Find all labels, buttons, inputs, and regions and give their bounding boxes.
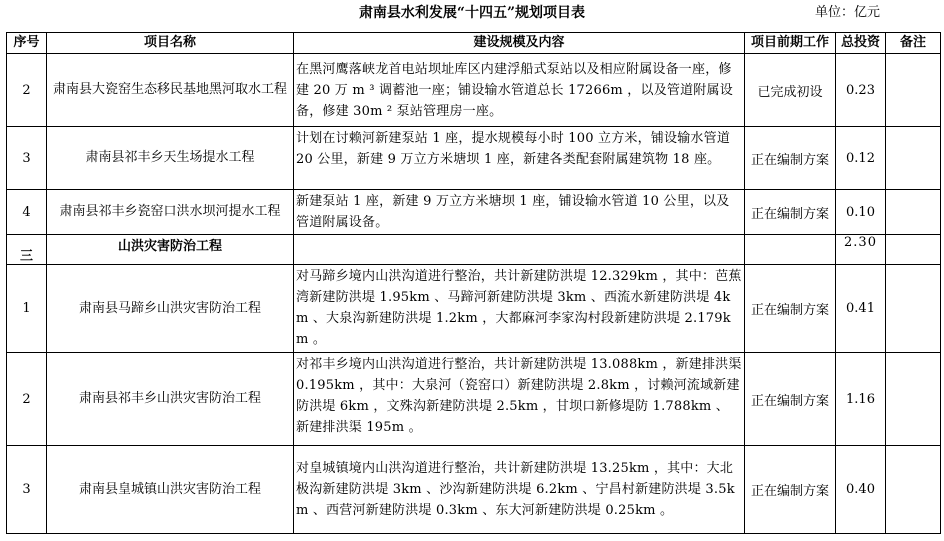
row-no: 4 — [7, 190, 47, 235]
col-header-status: 项目前期工作 — [745, 33, 836, 54]
row-desc: 对皇城镇境内山洪沟道进行整治，共计新建防洪堤 13.25km ，其中：大北极沟新建防洪堤 3km 、沙沟新建防洪堤 6.2km 、宁昌村新建防洪堤 3.5km 、西营河新建防洪堤 0.3km 、东大河新建防洪堤 0.25km 。 — [294, 446, 745, 534]
row-no: 2 — [7, 54, 47, 127]
row-desc: 新建泵站 1 座，新建 9 万立方米塘坝 1 座，铺设输水管道 10 公里，以及管道附属设备。 — [294, 190, 745, 235]
section-desc-empty — [294, 235, 745, 265]
project-table — [6, 32, 941, 534]
section-total: 2.30 — [836, 235, 886, 265]
row-desc — [294, 265, 745, 353]
row-total: 0.41 — [836, 265, 886, 353]
row-status: 正在编制方案 — [745, 127, 836, 190]
row-note — [886, 54, 941, 127]
row-status: 正在编制方案 — [745, 190, 836, 235]
row-status: 正在编制方案 — [745, 353, 836, 446]
row-note — [886, 446, 941, 534]
row-no: 2 — [7, 353, 47, 446]
table-row — [7, 127, 941, 190]
table-row — [7, 446, 941, 534]
section-name: 山洪灾害防治工程 — [47, 235, 294, 265]
row-name: 肃南县祁丰乡天生场提水工程 — [47, 127, 294, 190]
row-name: 肃南县大瓷窑生态移民基地黑河取水工程 — [47, 54, 294, 127]
row-name: 肃南县马蹄乡山洪灾害防治工程 — [47, 265, 294, 353]
section-row — [7, 235, 941, 265]
row-name: 肃南县皇城镇山洪灾害防治工程 — [47, 446, 294, 534]
row-name: 肃南县祁丰乡山洪灾害防治工程 — [47, 353, 294, 446]
col-header-desc: 建设规模及内容 — [294, 33, 745, 54]
row-total: 0.23 — [836, 54, 886, 127]
table-row — [7, 353, 941, 446]
table-row — [7, 265, 941, 353]
row-note — [886, 265, 941, 353]
row-desc: 在黑河鹰落峡龙首电站坝址库区内建浮船式泵站以及相应附属设备一座，修建 20 万 m ³ 调蓄池一座；铺设输水管道总长 17266m ，以及管道附属设备，修建 30m ² 泵站管理房一座。 — [294, 54, 745, 127]
page-title: 肃南县水利发展“十四五”规划项目表 — [358, 5, 586, 21]
table-header-row — [7, 33, 941, 54]
title-bar — [0, 2, 944, 24]
col-header-note: 备注 — [886, 33, 941, 54]
row-note — [886, 190, 941, 235]
table-row — [7, 190, 941, 235]
row-note — [886, 127, 941, 190]
row-status: 正在编制方案 — [745, 446, 836, 534]
row-name: 肃南县祁丰乡瓷窑口洪水坝河提水工程 — [47, 190, 294, 235]
row-desc-text: 计划在讨赖河新建泵站 1 座，提水规模每小时 100 立方米，铺设输水管道 20 公里，新建 9 万立方米塘坝 1 座，新建各类配套附属建筑物 18 座。 — [296, 131, 731, 167]
row-desc-text: 对马蹄乡境内山洪沟道进行整治，共计新建防洪堤 12.329km ，其中：芭蕉湾新建防洪堤 1.95km 、马蹄河新建防洪堤 3km 、西流水新建防洪堤 4km 、大泉沟新建防洪堤 1.2km ，大都麻河李家沟村段新建防洪堤 2.179km 。 — [296, 268, 742, 347]
unit-label: 单位：亿元 — [815, 5, 881, 20]
col-header-total: 总投资 — [836, 33, 886, 54]
section-no: 三 — [7, 235, 47, 265]
row-total: 1.16 — [836, 353, 886, 446]
row-no: 3 — [7, 446, 47, 534]
col-header-name: 项目名称 — [47, 33, 294, 54]
section-note-empty — [886, 235, 941, 265]
row-desc — [294, 353, 745, 446]
table-row — [7, 54, 941, 127]
row-total: 0.40 — [836, 446, 886, 534]
row-no: 1 — [7, 265, 47, 353]
row-total: 0.12 — [836, 127, 886, 190]
section-status-empty — [745, 235, 836, 265]
row-desc-text: 对祁丰乡境内山洪沟道进行整治，共计新建防洪堤 13.088km ，新建排洪渠 0.195km ，其中：大泉河（瓷窑口）新建防洪堤 2.8km ，讨赖河流域新建防洪堤 6km ，文殊沟新建防洪堤 2.5km ，甘坝口新修堤防 1.788km 、新建排洪渠 195m 。 — [296, 357, 742, 435]
row-desc — [294, 127, 745, 190]
row-status: 正在编制方案 — [745, 265, 836, 353]
row-note — [886, 353, 941, 446]
row-total: 0.10 — [836, 190, 886, 235]
col-header-no: 序号 — [7, 33, 47, 54]
row-no: 3 — [7, 127, 47, 190]
row-status: 已完成初设 — [745, 54, 836, 127]
